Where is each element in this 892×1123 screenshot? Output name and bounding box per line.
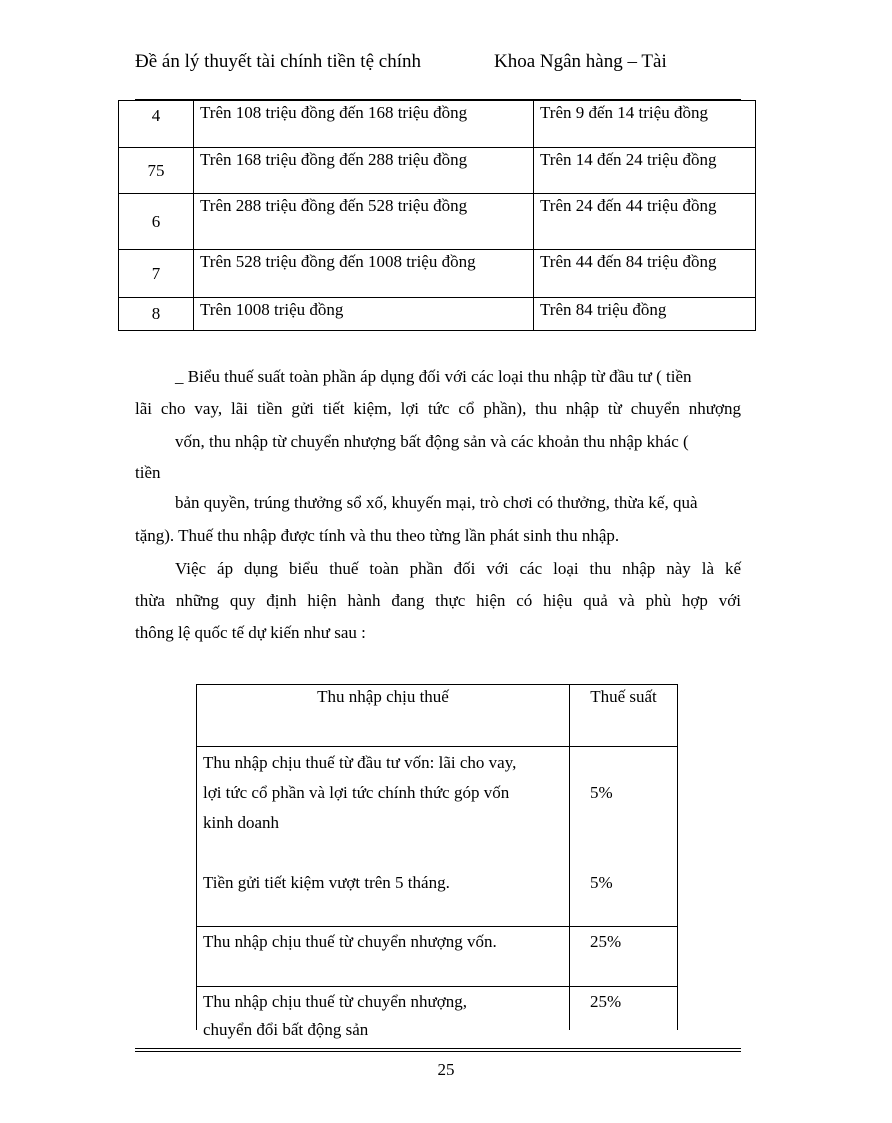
header-income: Thu nhập chịu thuế xyxy=(317,687,449,706)
rate-value: 25% xyxy=(590,932,622,951)
table-header-row xyxy=(197,685,678,747)
table-row xyxy=(119,148,756,194)
income-line: Thu nhập chịu thuế từ chuyển nhượng vốn. xyxy=(203,932,497,951)
paragraph-line: vốn, thu nhập từ chuyển nhượng bất động sản và các khoản thu nhập khác ( xyxy=(175,432,689,451)
bracket-monthly-income: Trên 84 triệu đồng xyxy=(534,298,756,331)
bracket-annual-income: Trên 1008 triệu đồng xyxy=(194,298,534,331)
footer-divider xyxy=(135,1051,741,1052)
table-row xyxy=(197,987,678,1030)
bracket-monthly-income: Trên 44 đến 84 triệu đồng xyxy=(534,250,756,298)
bracket-number: 7 xyxy=(119,250,194,298)
rate-value: 5% xyxy=(590,873,613,892)
table-row xyxy=(119,298,756,331)
tax-bracket-table xyxy=(118,100,756,331)
bracket-annual-income: Trên 528 triệu đồng đến 1008 triệu đồng xyxy=(194,250,534,298)
bracket-number: 8 xyxy=(119,298,194,331)
paragraph-line: thừa những quy định hiện hành đang thực hiện có hiệu quả và phù hợp với xyxy=(135,591,741,610)
bracket-annual-income: Trên 108 triệu đồng đến 168 triệu đồng xyxy=(194,101,534,148)
paragraph-line: Việc áp dụng biểu thuế toàn phần đối với các loại thu nhập này là kế xyxy=(175,559,741,578)
table-row xyxy=(119,101,756,148)
paragraph-line: tiền xyxy=(135,463,161,482)
rate-value: 5% xyxy=(590,783,613,802)
paragraph-line: _ Biểu thuế suất toàn phần áp dụng đối với các loại thu nhập từ đầu tư ( tiền xyxy=(175,367,692,386)
paragraph-line: thông lệ quốc tế dự kiến như sau : xyxy=(135,623,366,642)
page-number: 25 xyxy=(437,1060,455,1079)
income-line: Tiền gửi tiết kiệm vượt trên 5 tháng. xyxy=(203,873,450,892)
income-line: kinh doanh xyxy=(203,813,280,832)
table-row xyxy=(197,747,678,927)
bracket-annual-income: Trên 168 triệu đồng đến 288 triệu đồng xyxy=(194,148,534,194)
header-faculty: Khoa Ngân hàng – Tài xyxy=(494,51,667,72)
income-line: Thu nhập chịu thuế từ chuyển nhượng, xyxy=(203,992,467,1011)
header-rate: Thuế suất xyxy=(590,687,657,706)
bracket-monthly-income: Trên 14 đến 24 triệu đồng xyxy=(534,148,756,194)
rate-value: 25% xyxy=(590,992,622,1011)
table-row xyxy=(119,250,756,298)
tax-rate-table xyxy=(196,684,678,1039)
table-row xyxy=(197,927,678,987)
paragraph-line: lãi cho vay, lãi tiền gửi tiết kiệm, lợi tức cổ phần), thu nhập từ chuyển nhượng xyxy=(135,399,741,418)
paragraph-line: bản quyền, trúng thưởng sổ xố, khuyến mại, trò chơi có thưởng, thừa kế, quà xyxy=(175,493,698,512)
table-row xyxy=(119,194,756,250)
bracket-annual-income: Trên 288 triệu đồng đến 528 triệu đồng xyxy=(194,194,534,250)
bracket-monthly-income: Trên 9 đến 14 triệu đồng xyxy=(534,101,756,148)
income-line: chuyển đổi bất động sản xyxy=(203,1020,369,1039)
income-line: Thu nhập chịu thuế từ đầu tư vốn: lãi cho vay, xyxy=(203,753,517,772)
header-document-title: Đề án lý thuyết tài chính tiền tệ chính xyxy=(135,51,421,72)
income-line: lợi tức cổ phần và lợi tức chính thức góp vốn xyxy=(203,783,510,802)
paragraph-line: tặng). Thuế thu nhập được tính và thu theo từng lần phát sinh thu nhập. xyxy=(135,526,620,545)
bracket-monthly-income: Trên 24 đến 44 triệu đồng xyxy=(534,194,756,250)
footer-divider xyxy=(135,1048,741,1049)
bracket-number: 4 xyxy=(119,101,194,148)
bracket-number: 75 xyxy=(119,148,194,194)
bracket-number: 6 xyxy=(119,194,194,250)
